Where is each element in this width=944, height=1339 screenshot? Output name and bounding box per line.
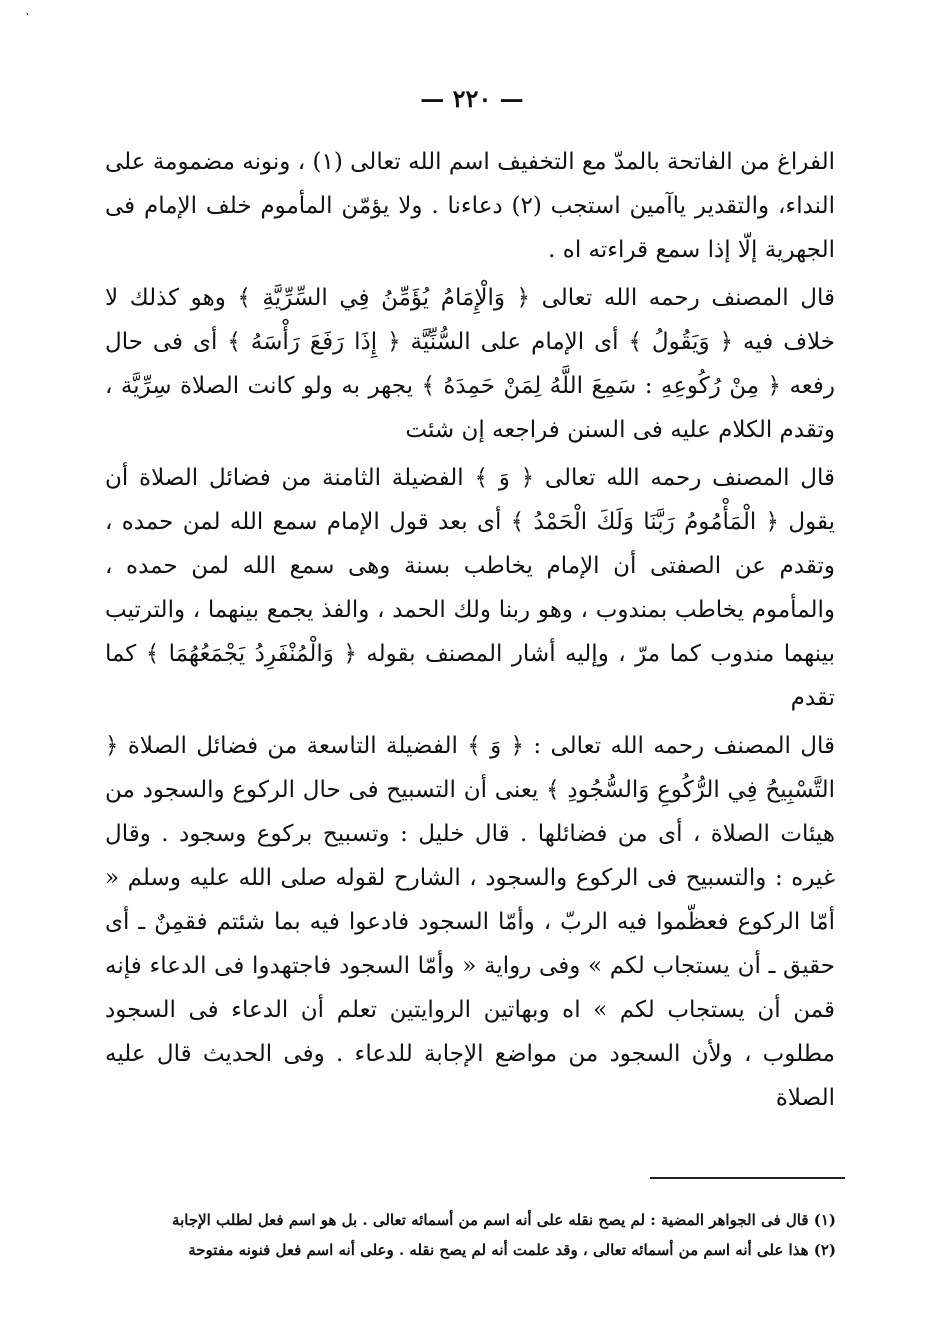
paragraph: قال المصنف رحمه الله تعالى : ﴿ وَ ﴾ الفضيلة التاسعة من فضائل الصلاة ﴿ التَّسْبِيحُ فِي الرُّكُوعِ وَالسُّجُودِ ﴾ يعنى أن التسبيح فى حال الركوع والسجود من هيئات الصلاة ، أى من فضائلها . قال خليل : وتسبيح بركوع وسجود . وقال غيره : والتسبيح فى الركوع والسجود ، الشارح لقوله صلى الله عليه وسلم « أمّا الركوع فعظّموا فيه الربّ ، وأمّا السجود فادعوا فيه بما شئتم فقمِنٌ ـ أى حقيق ـ أن يستجاب لكم » وفى رواية « وأمّا السجود فاجتهدوا فى الدعاء فإنه قمن أن يستجاب لكم » اه وبهاتين الروايتين تعلم أن الدعاء فى السجود مطلوب ، ولأن السجود من مواضع الإجابة للدعاء . وفى الحديث قال عليه الصلاة [105,733,835,1111]
main-text [105,140,835,1120]
paragraph: الفراغ من الفاتحة بالمدّ مع التخفيف اسم الله تعالى (١) ، ونونه مضمومة على النداء، والتقدير ياآمين استجب (٢) دعاءنا . ولا يؤمّن المأموم خلف الإمام فى الجهرية إلّا إذا سمع قراءته اه . [105,149,836,263]
paragraph: قال المصنف رحمه الله تعالى ﴿ وَالْإِمَامُ يُؤَمِّنُ فِي السِّرِّيَّةِ ﴾ وهو كذلك لا خلاف فيه ﴿ وَيَقُولُ ﴾ أى الإمام على السُّنِّيَّة ﴿ إِذَا رَفَعَ رَأْسَهُ ﴾ أى فى حال رفعه ﴿ مِنْ رُكُوعِهِ : سَمِعَ اللَّهُ لِمَنْ حَمِدَهُ ﴾ يجهر به ولو كانت الصلاة سِرِّيَّة ، وتقدم الكلام عليه فى السنن فراجعه إن شئت [105,285,835,443]
footnote-divider [650,1177,845,1179]
footnote: (٢) هذا على أنه اسم من أسمائه تعالى ، وقد علمت أنه لم يصح نقله . وعلى أنه اسم فعل فنونه مفتوحة [188,1241,836,1259]
footnote: (١) قال فى الجواهر المضية : لم يصح نقله على أنه اسم من أسمائه تعالى . بل هو اسم فعل لطلب الإجابة [172,1211,836,1229]
page-number: — ٢٢٠ — [420,84,524,113]
corner-mark: ㆍ [22,8,33,21]
footnotes [108,1205,836,1265]
paragraph: قال المصنف رحمه الله تعالى ﴿ وَ ﴾ الفضيلة الثامنة من فضائل الصلاة أن يقول ﴿ الْمَأْمُومُ رَبَّنَا وَلَكَ الْحَمْدُ ﴾ أى بعد قول الإمام سمع الله لمن حمده ، وتقدم عن الصفتى أن الإمام يخاطب بسنة وهى سمع الله لمن حمده ، والمأموم يخاطب بمندوب ، وهو ربنا ولك الحمد ، والفذ يجمع بينهما ، والترتيب بينهما مندوب كما مرّ ، وإليه أشار المصنف بقوله ﴿ وَالْمُنْفَرِدُ يَجْمَعُهُمَا ﴾ كما تقدم [105,465,835,711]
